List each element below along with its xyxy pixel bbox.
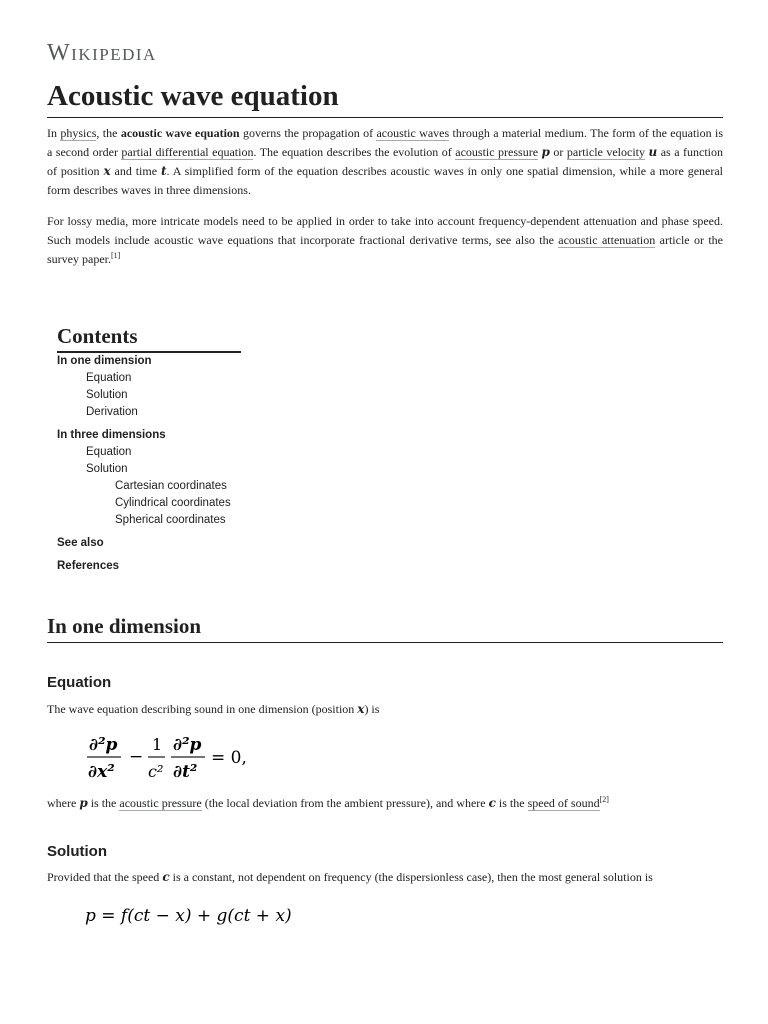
- intro-paragraph: In physics, the acoustic wave equation governs the propagation of acoustic waves through a material medium. The form of the equation is a second order partial differential equation. The equation describes the evolution of acoustic pressure p or particle velocity u as a function of position x and time t. A simplified form of the equation describes acoustic waves in only one spatial dimension, while a more general form describes waves in three dimensions.: [47, 126, 724, 197]
- svg-text:∂²p: ∂²p: [173, 735, 202, 755]
- solution-text: Provided that the speed c is a constant, not dependent on frequency (the dispersionless case), then the most general solution is: [47, 870, 653, 884]
- table-of-contents: [57, 322, 357, 575]
- toc-list: [57, 353, 357, 575]
- svg-text:= 0,: = 0,: [211, 748, 247, 768]
- svg-text:∂²p: ∂²p: [89, 735, 118, 755]
- toc-item[interactable]: Solution: [86, 463, 128, 475]
- link-particle-velocity[interactable]: particle velocity: [566, 145, 646, 159]
- toc-item[interactable]: Solution: [86, 389, 128, 401]
- page-title: Acoustic wave equation: [47, 78, 723, 118]
- reference-2[interactable]: [2]: [599, 795, 609, 804]
- where-text: where p is the acoustic pressure (the local deviation from the ambient pressure), and where c is the speed of sound[2]: [47, 795, 609, 810]
- bold-term: acoustic wave equation: [120, 126, 240, 140]
- link-partial-differential-equation[interactable]: partial differential equation: [121, 145, 254, 159]
- section-heading-one-dimension: In one dimension: [47, 612, 723, 643]
- var-p: p: [541, 145, 550, 159]
- var-t: t: [160, 164, 167, 178]
- toc-item[interactable]: Equation: [86, 372, 132, 384]
- toc-item[interactable]: Equation: [86, 446, 132, 458]
- var-p: p: [79, 796, 88, 810]
- link-acoustic-waves[interactable]: acoustic waves: [376, 126, 450, 140]
- svg-text:p = f(ct − x) + g(ct + x): p = f(ct − x) + g(ct + x): [85, 906, 292, 926]
- wave-equation-formula: [87, 732, 317, 782]
- toc-item[interactable]: Cartesian coordinates: [115, 480, 227, 492]
- var-x: x: [357, 702, 365, 716]
- link-speed-of-sound[interactable]: speed of sound: [527, 796, 600, 810]
- toc-item[interactable]: In three dimensions: [57, 429, 166, 441]
- toc-item[interactable]: References: [57, 560, 120, 572]
- var-x: x: [103, 164, 111, 178]
- wikipedia-logo[interactable]: Wikipedia: [47, 40, 157, 66]
- link-acoustic-attenuation[interactable]: acoustic attenuation: [558, 233, 656, 247]
- svg-text:−: −: [129, 747, 144, 767]
- toc-item[interactable]: Derivation: [86, 406, 138, 418]
- svg-text:c²: c²: [148, 762, 164, 781]
- link-acoustic-pressure[interactable]: acoustic pressure: [455, 145, 539, 159]
- svg-text:∂x²: ∂x²: [88, 762, 115, 782]
- link-physics[interactable]: physics: [60, 126, 97, 140]
- subsection-heading-solution: Solution: [47, 843, 107, 860]
- toc-item[interactable]: See also: [57, 537, 104, 549]
- var-u: u: [648, 145, 658, 159]
- toc-item[interactable]: In one dimension: [57, 355, 152, 367]
- toc-title: Contents: [57, 322, 241, 353]
- equation-intro-text: The wave equation describing sound in one dimension (position x) is: [47, 702, 380, 716]
- general-solution-formula: [83, 900, 343, 930]
- link-acoustic-pressure-2[interactable]: acoustic pressure: [119, 796, 202, 810]
- var-c: c: [162, 870, 170, 884]
- var-c: c: [488, 796, 496, 810]
- lossy-media-paragraph: For lossy media, more intricate models need to be applied in order to take into account frequency-dependent attenuation and phase speed. Such models include acoustic wave equations that incorporate fractional derivative terms, see also the acoustic attenuation article or the survey paper.[1]: [47, 214, 723, 266]
- svg-text:∂t²: ∂t²: [173, 762, 198, 782]
- reference-1[interactable]: [1]: [110, 251, 121, 260]
- toc-item[interactable]: Spherical coordinates: [115, 514, 226, 526]
- svg-text:1: 1: [152, 735, 163, 754]
- subsection-heading-equation: Equation: [47, 674, 112, 691]
- toc-item[interactable]: Cylindrical coordinates: [115, 497, 231, 509]
